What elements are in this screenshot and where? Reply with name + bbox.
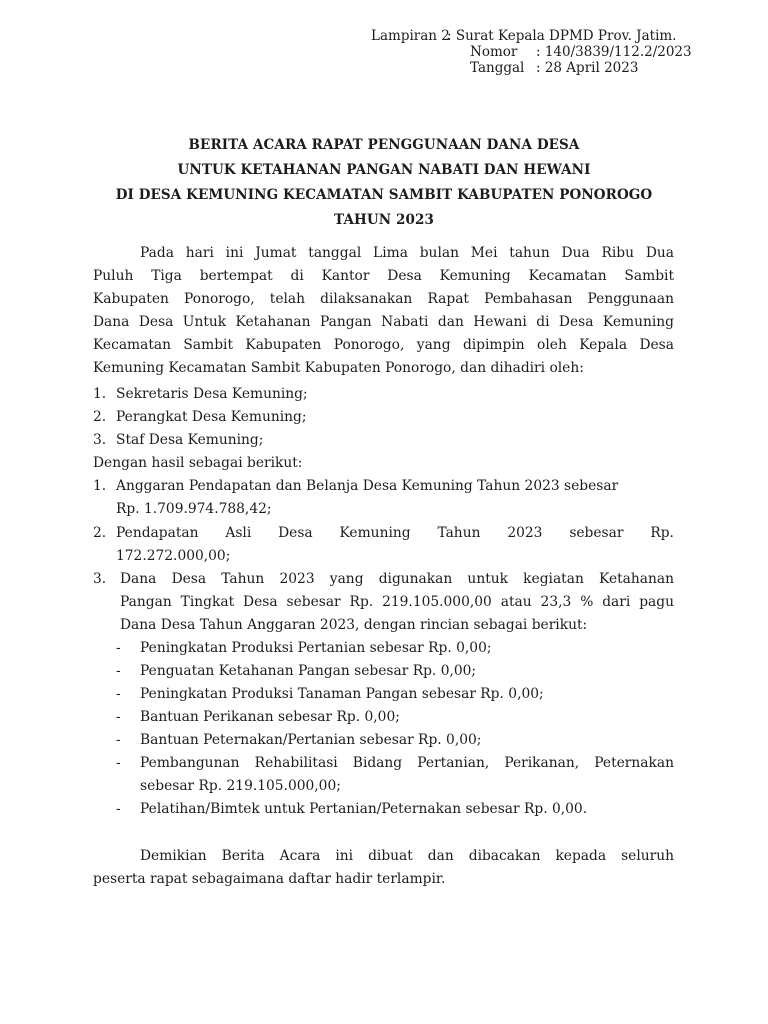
intro-line: Kabupaten Ponorogo, telah dilaksanakan Rapat Pembahasan Penggunaan [93,291,674,307]
intro-line: Kemuning Kecamatan Sambit Kabupaten Ponorogo, dan dihadiri oleh: [93,360,584,376]
intro-line: Puluh Tiga bertempat di Kantor Desa Kemuning Kecamatan Sambit [93,268,674,284]
result-word: 2023 [507,525,543,541]
closing-line: Demikian Berita Acara ini dibuat dan dibacakan kepada seluruh [140,848,674,864]
result-word: Tahun [437,525,481,541]
result-text: Dana Desa Tahun 2023 yang digunakan untuk kegiatan Ketahanan [120,571,674,587]
attendee-item: Perangkat Desa Kemuning; [116,409,307,425]
result-word: Asli [225,525,252,541]
result-text: 172.272.000,00; [116,548,231,564]
number-value: : 140/3839/112.2/2023 [536,44,692,60]
dash-bullet: - [116,663,121,679]
header-row-number [371,44,692,60]
header-row-attachment [371,28,692,44]
dash-bullet: - [116,640,121,656]
title-line-2: UNTUK KETAHANAN PANGAN NABATI DAN HEWANI [177,162,591,178]
document-title [0,133,768,233]
detail-item: Peningkatan Produksi Tanaman Pangan sebesar Rp. 0,00; [140,686,544,702]
list-number: 2. [93,525,107,541]
result-word: Kemuning [339,525,411,541]
intro-line: Pada hari ini Jumat tanggal Lima bulan Mei tahun Dua Ribu Dua [140,245,674,261]
attachment-header [371,28,692,76]
title-line-1: BERITA ACARA RAPAT PENGGUNAAN DANA DESA [188,137,580,153]
header-row-date [371,60,692,76]
list-number: 2. [93,409,107,425]
intro-line: Dana Desa Untuk Ketahanan Pangan Nabati dan Hewani di Desa Kemuning [93,314,674,330]
detail-item: Bantuan Perikanan sebesar Rp. 0,00; [140,709,400,725]
result-text: Pangan Tingkat Desa sebesar Rp. 219.105.000,00 atau 23,3 % dari pagu [120,594,674,610]
dash-bullet: - [116,709,121,725]
result-word: Pendapatan [116,525,199,541]
number-label: Nomor [470,44,518,60]
list-number: 3. [93,571,107,587]
detail-item: Pelatihan/Bimtek untuk Pertanian/Peternakan sebesar Rp. 0,00. [140,801,588,817]
result-text: Dana Desa Tahun Anggaran 2023, dengan rincian sebagai berikut: [120,617,588,633]
list-number: 1. [93,478,107,494]
intro-line: Kecamatan Sambit Kabupaten Ponorogo, yang dipimpin oleh Kepala Desa [93,337,674,353]
closing-line: peserta rapat sebagaimana daftar hadir terlampir. [93,871,446,887]
detail-item: Penguatan Ketahanan Pangan sebesar Rp. 0,00; [140,663,477,679]
results-heading: Dengan hasil sebagai berikut: [93,455,303,471]
title-line-3: DI DESA KEMUNING KECAMATAN SAMBIT KABUPATEN PONOROGO [115,187,653,203]
list-number: 3. [93,432,107,448]
list-number: 1. [93,386,107,402]
dash-bullet: - [116,801,121,817]
title-line-4: TAHUN 2023 [334,212,434,228]
result-word: Desa [278,525,313,541]
result-text: Rp. 1.709.974.788,42; [116,501,272,517]
dash-bullet: - [116,755,121,771]
attachment-value: : Surat Kepala DPMD Prov. Jatim. [447,28,677,44]
dash-bullet: - [116,732,121,748]
attachment-label: Lampiran 2 [371,28,450,44]
attendee-item: Sekretaris Desa Kemuning; [116,386,308,402]
result-word: Rp. [650,525,674,541]
dash-bullet: - [116,686,121,702]
detail-item: Peningkatan Produksi Pertanian sebesar Rp. 0,00; [140,640,492,656]
intro-paragraph [93,242,674,380]
result-text: Anggaran Pendapatan dan Belanja Desa Kemuning Tahun 2023 sebesar [116,478,619,494]
attendee-item: Staf Desa Kemuning; [116,432,264,448]
detail-item: Pembangunan Rehabilitasi Bidang Pertanian, Perikanan, Peternakan [140,755,674,771]
result-text-justified [116,522,674,545]
date-value: : 28 April 2023 [536,60,639,76]
detail-item-continuation: sebesar Rp. 219.105.000,00; [140,778,341,794]
date-label: Tanggal [470,60,525,76]
detail-item: Bantuan Peternakan/Pertanian sebesar Rp. 0,00; [140,732,482,748]
result-word: sebesar [569,525,624,541]
